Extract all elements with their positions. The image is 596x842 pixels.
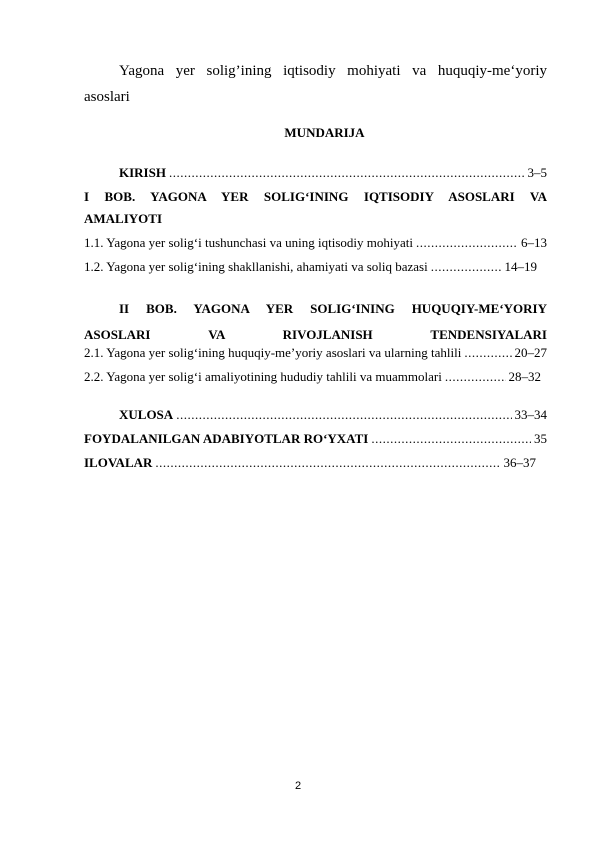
toc-entry-adabiyotlar[interactable] [84, 430, 547, 448]
toc-entry-kirish[interactable] [84, 164, 547, 182]
document-title [84, 58, 547, 110]
toc-entry-1-2[interactable] [84, 258, 537, 276]
toc-entry-label: 1.1. Yagona yer solig‘i tushunchasi va uning iqtisodiy mohiyati [84, 235, 413, 250]
document-title-text: Yagona yer solig’ining iqtisodiy mohiyati va huquqiy-me‘yoriy asoslari [84, 63, 547, 105]
toc-entry-pages: 3–5 [527, 165, 547, 180]
toc-chapter-1[interactable] [84, 187, 547, 207]
toc-heading: MUNDARIJA [284, 125, 365, 140]
dot-leader [431, 258, 502, 276]
dot-leader [464, 344, 511, 362]
toc-chapter-2[interactable] [84, 296, 547, 322]
toc-chapter-1-line-2-row [84, 210, 547, 228]
toc-chapter-2-line-2: ASOSLARI VA RIVOJLANISH TENDENSIYALARI [84, 327, 547, 342]
toc-chapter-1-line-2: AMALIYOTI [84, 211, 163, 226]
toc-entry-xulosa[interactable] [84, 406, 547, 424]
toc-entry-label: 2.2. Yagona yer solig‘i amaliyotining hududiy tahlili va muammolari [84, 369, 442, 384]
dot-leader [169, 164, 525, 182]
toc-chapter-1-line-1: I BOB. YAGONA YER SOLIG‘INING IQTISODIY ASOSLARI VA [84, 189, 547, 204]
toc-entry-ilovalar[interactable] [84, 454, 536, 472]
toc-entry-label: 2.1. Yagona yer solig‘ining huquqiy-me’yoriy asoslari va ularning tahlili [84, 345, 462, 360]
toc-entry-2-1[interactable] [84, 344, 547, 362]
toc-entry-label: XULOSA [119, 407, 174, 422]
toc-entry-pages: 6–13 [521, 235, 547, 250]
toc-entry-pages: 28–32 [508, 369, 541, 384]
toc-entry-label: ILOVALAR [84, 455, 153, 470]
toc-entry-label: KIRISH [119, 165, 166, 180]
dot-leader [416, 234, 518, 252]
dot-leader [176, 406, 511, 424]
toc-entry-pages: 20–27 [514, 345, 547, 360]
toc-entry-pages: 35 [534, 431, 547, 446]
toc-entry-2-2[interactable] [84, 368, 541, 386]
toc-entry-pages: 36–37 [503, 455, 536, 470]
page-number: 2 [294, 780, 302, 792]
dot-leader [155, 454, 500, 472]
dot-leader [371, 430, 531, 448]
dot-leader [445, 368, 506, 386]
toc-entry-label: 1.2. Yagona yer solig‘ining shakllanishi, ahamiyati va soliq bazasi [84, 259, 428, 274]
toc-entry-pages: 14–19 [504, 259, 537, 274]
toc-entry-pages: 33–34 [514, 407, 547, 422]
toc-entry-1-1[interactable] [84, 234, 547, 252]
toc-entry-label: FOYDALANILGAN ADABIYOTLAR RO‘YXATI [84, 431, 369, 446]
toc-chapter-2-line-1: II BOB. YAGONA YER SOLIG‘INING HUQUQIY-ME‘YORIY [119, 301, 547, 316]
